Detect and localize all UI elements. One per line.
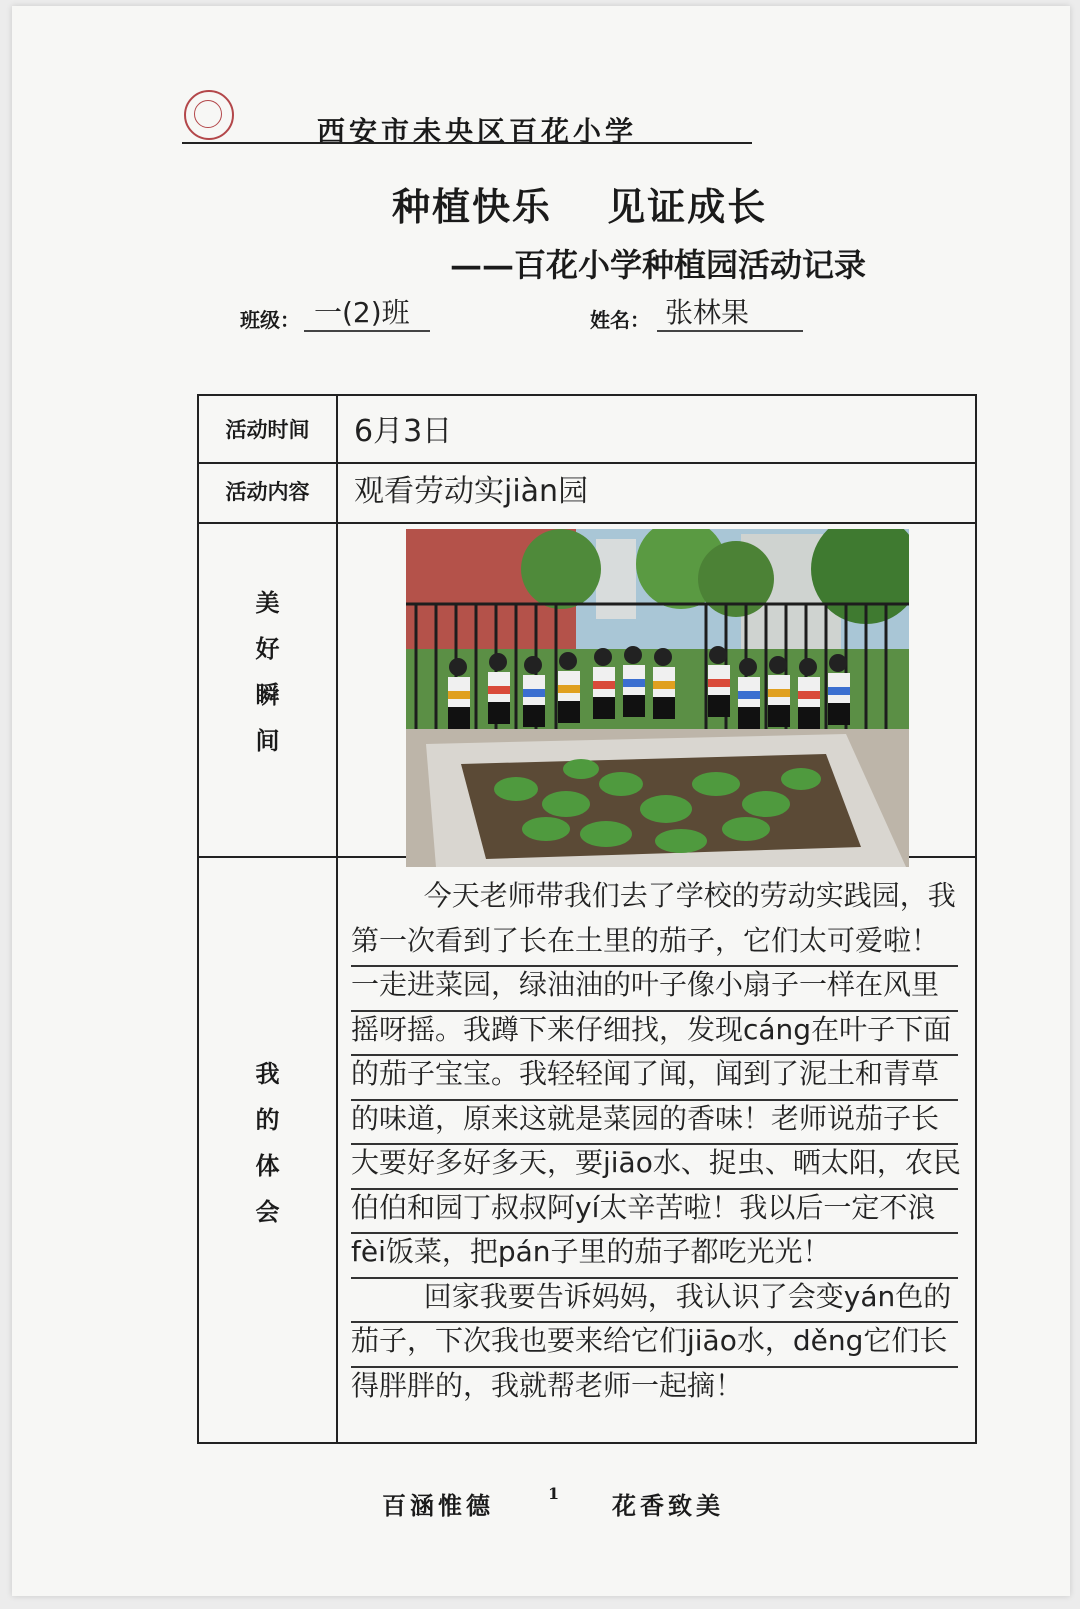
my-feeling-text: 我的体会 [255,1059,280,1226]
page-title: 种植快乐 见证成长 [392,184,768,229]
record-sheet-page [12,6,1070,1596]
my-feeling-label [199,1051,336,1235]
class-label: 班级： [240,308,300,332]
garden-photo-image [406,529,909,867]
page-number: 1 [548,1484,564,1503]
school-name: 西安市未央区百花小学 [317,115,638,148]
page-subtitle: ——百花小学种植园活动记录 [450,246,867,284]
activity-time-label: 活动时间 [225,417,310,442]
row-divider [199,462,975,464]
row-divider [199,522,975,524]
footer-motto-right: 花香致美 [612,1491,724,1520]
essay-paragraph: 今天老师带我们去了学校的劳动实践园，我第一次看到了长在土里的茄子，它们太可爱啦！一走进菜园，绿油油的叶子像小扇子一样在风里摇呀摇。我蹲下来仔细找，发现cáng在叶子下面的茄子宝宝。我轻轻闻了闻，闻到了泥土和青草的味道，原来这就是菜园的香味！老师说茄子长大要好多好多天，要jiāo水、捉虫、晒太阳，农民伯伯和园丁叔叔阿yí太辛苦啦！我以后一定不浪fèi饭菜，把pán子里的茄子都吃光光！ [351,879,961,1268]
label-column-divider [336,396,338,1442]
beautiful-moment-text: 美好瞬间 [255,588,280,755]
essay-paragraph: 回家我要告诉妈妈，我认识了会变yán色的茄子，下次我也要来给它们jiāo水，děng它们长得胖胖的，我就帮老师一起摘！ [351,1279,952,1402]
beautiful-moment-label [199,580,336,764]
header-divider [182,142,752,144]
class-underline [304,330,430,332]
name-value: 张林果 [665,296,750,329]
my-feeling-essay [351,874,963,1408]
class-value: 一(2)班 [314,296,410,329]
activity-record-table [197,394,977,1444]
activity-time-value: 6月3日 [354,414,453,449]
footer-motto-left: 百涵惟德 [382,1491,494,1520]
school-seal-icon [184,90,234,140]
activity-content-value: 观看劳动实jiàn园 [354,474,589,509]
name-label: 姓名： [590,308,650,332]
name-underline [657,330,803,332]
garden-photo [406,529,909,867]
activity-content-label: 活动内容 [225,479,310,504]
